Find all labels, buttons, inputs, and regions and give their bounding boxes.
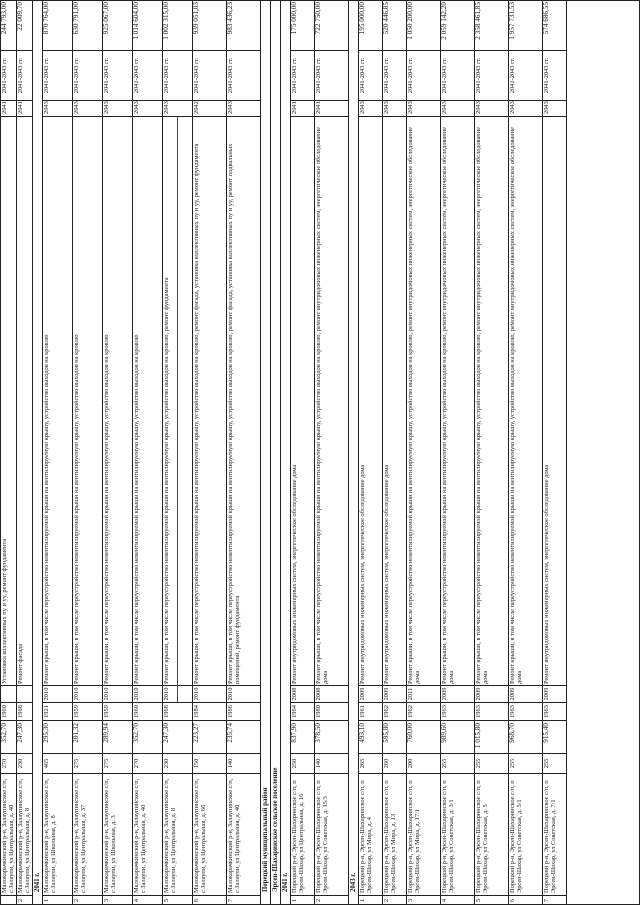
cost-cell: 722 750,00 [314,2,322,35]
work-year: 2010 [72,685,102,702]
period-cell: 2041-2043 гг. [358,50,382,100]
start-year-cell: 2043 [358,100,382,116]
table-row [382,0,407,905]
work-year: 2009 [382,685,406,702]
floor-area-cell: 255 [474,753,508,773]
floor-area-cell: 275 [102,753,132,773]
work-line [314,117,348,702]
work-description: Ремонт крыши, в том числе переустройство невентилируемой крыши на вентилируемую крышу, устройство выходов на кровлю [43,334,50,684]
cost-cell: 2 358 461,85 [474,2,482,40]
start-year-cell: 2041 [16,100,32,116]
period-cell: 2041-2043 гг. [314,50,348,100]
cost-cell: 2 059 142,20 [440,2,448,40]
works-cell [358,116,382,702]
work-line [406,117,440,702]
work-year: 2009 [508,685,542,702]
work-description: Ремонт крыши, в том числе переустройство невентилируемой крыши на вентилируемую крышу, устройство выходов на кровлю [133,334,140,684]
work-line [226,117,260,702]
work-description: Ремонт крыши, в том числе переустройство невентилируемой крыши на вентилируемую крышу, устройство выходов на кровлю, ремонт фасада, установка коллективных пу и уу, ремонт фундамента [193,143,200,684]
table-row [358,0,383,905]
works-cell [226,116,260,702]
table-row [290,0,315,905]
cost-cell: 175 000,00 [290,2,298,35]
address-cell: Малокарачкинский р-н, Залаупинское с/п, с Залаупи, ул Центральная, д. 8 [162,773,192,895]
row-number: 2 [16,895,32,905]
section-heading: Порецкий муниципальный район [262,787,269,892]
work-year [0,685,16,702]
work-line [72,117,102,702]
cost-cell: 983 436,23 [226,2,234,35]
total-area-cell: 378,50 [314,720,348,753]
work-description: Ремонт крыши, в том числе переустройство невентилируемой крыши на вентилируемую крышу, устройство выходов на кровлю, ремонт внутридомовых инженерных систем, энергетическое обследование дома [407,127,422,684]
row-number: 1 [358,895,382,905]
total-area-cell: 989,60 [440,720,474,753]
start-year-cell: 2043 [226,100,260,116]
table-row [72,0,103,905]
table-row [226,0,261,905]
start-year-cell: 2043 [508,100,542,116]
work-line [0,117,16,702]
start-year-cell: 2042 [192,100,226,116]
address-cell: Малокарачкинский р-н, Залаупинское с/п, с Залаупи, ул Центральная, д. 40 [132,773,162,895]
table-row [102,0,133,905]
start-year-cell: 2043 [474,100,508,116]
floor-area-cell: 265 [358,753,382,773]
floor-area-cell: 270 [0,753,16,773]
period-cell: 2041-2043 гг. [382,50,406,100]
row-number: 3 [406,895,440,905]
row-number: 6 [192,895,226,905]
section-heading: 2041 г. [34,872,41,892]
work-description [179,119,192,684]
works-cell [382,116,406,702]
address-cell: Порецкий р-н, Эрсен-Шахаринское с/п, п Эрсен-Шахар, ул Центральная, д. 16 [290,773,314,895]
floor-area-cell: 230 [16,753,32,773]
work-line [440,117,474,702]
build-year-cell: 1961 [358,702,382,720]
build-year-cell: 1959 [72,702,102,720]
start-year-cell: 2043 [440,100,474,116]
total-area-cell: 760,00 [406,720,440,753]
section-heading: Эрсен-Шахаринское сельское поселение [272,767,279,892]
work-line [42,117,72,702]
works-cell [16,116,32,702]
period-cell: 2041-2043 гг. [474,50,508,100]
cost-cell: 195 000,00 [358,2,366,35]
period-cell: 2041-2043 гг. [226,50,260,100]
works-cell [72,116,102,702]
work-year: 2010 [162,685,177,702]
work-line [382,117,406,702]
build-year-cell: 1963 [440,702,474,720]
work-description: Ремонт крыши, в том числе переустройство невентилируемой крыши на вентилируемую крышу, устройство выходов на кровлю, ремонт фасада, установка коллективных пу и уу, ремонт подвальных помещений, ремонт фундамента [227,143,242,684]
floor-area-cell: 465 [42,753,72,773]
total-area-cell: 289,94 [102,720,132,753]
start-year-cell: 2043 [382,100,406,116]
floor-area-cell: 250 [290,753,314,773]
works-cell [162,116,192,702]
address-cell: Малокарачкинский р-н, Залаупинское с/п, с Залаупи, ул Центральная, д. 8 [16,773,32,895]
row-number: 5 [162,895,192,905]
floor-area-cell: 270 [132,753,162,773]
floor-area-cell: 150 [192,753,226,773]
floor-area-cell: 200 [406,753,440,773]
build-year-cell: 1986 [226,702,260,720]
work-line [177,117,192,702]
work-year: 2008 [314,685,348,702]
works-cell [0,116,16,702]
start-year-cell: 2041 [314,100,348,116]
cost-cell: 870 764,00 [42,2,50,35]
address-cell: Порецкий р-н, Эрсен-Шахаринское с/п, п Эрсен-Шахар, ул Советская, д. 7/1 [542,773,566,895]
start-year-cell: 2043 [132,100,162,116]
build-year-cell: 1984 [192,702,226,720]
table-row [406,0,441,905]
work-line [508,117,542,702]
start-year-cell: 2041 [0,100,16,116]
work-year: 2009 [440,685,474,702]
build-year-cell: 1962 [382,702,406,720]
work-description: Ремонт крыши, в том числе переустройство невентилируемой крыши на вентилируемую крышу, устройство выходов на кровлю, ремонт внутридомовых инженерных систем, энергетическое обследование дома [441,127,456,684]
work-year: 2010 [192,685,226,702]
total-area-cell: 223,27 [192,720,226,753]
table-row [162,0,193,905]
work-description: Ремонт крыши, в том числе переустройство невентилируемой крыши на вентилируемую крышу, устройство выходов на кровлю, ремонт внутридомовых инженерных систем, энергетическое обследование дома [315,127,330,684]
floor-area-cell: 230 [162,753,192,773]
works-cell [314,116,348,702]
period-cell: 2041-2043 гг. [42,50,72,100]
work-year: 2009 [474,685,508,702]
works-cell [440,116,474,702]
start-year-cell: 2043 [42,100,72,116]
total-area-cell: 837,90 [290,720,314,753]
table-row [314,0,349,905]
works-cell [102,116,132,702]
work-line [474,117,508,702]
build-year-cell: 1964 [290,702,314,720]
total-area-cell: 295,30 [42,720,72,753]
total-area-cell: 1 015,80 [474,720,508,753]
build-year-cell: 1962 [406,702,440,720]
cost-cell: 1 957 731,53 [508,2,516,40]
table-row [0,0,17,905]
table-row [542,0,567,905]
work-description: Ремонт внутридомовых инженерных систем, энергетическое обследование дома [359,464,366,684]
cost-cell: 939 051,03 [192,2,200,35]
row-number: 7 [226,895,260,905]
work-line [132,117,162,702]
work-description: Установка коллективных пу и уу, ремонт фундамента [1,538,8,684]
total-area-cell: 352,70 [132,720,162,753]
address-cell: Порецкий р-н, Эрсен-Шахаринское с/п, п Эрсен-Шахар, ул Советская, д. 5/1 [508,773,542,895]
cost-cell: 1 002 315,00 [162,2,170,40]
works-cell [542,116,566,702]
work-year: 2009 [358,685,382,702]
work-description: Ремонт фасада [17,643,24,684]
row-number: 3 [102,895,132,905]
section-number-cell [348,895,358,905]
period-cell: 2041-2043 гг. [102,50,132,100]
build-year-cell: 1968 [16,702,32,720]
work-year: 2011 [406,685,440,702]
build-year-cell: 1968 [162,702,192,720]
total-area-cell: 595,80 [382,720,406,753]
period-cell: 2041-2043 гг. [440,50,474,100]
work-description: Ремонт крыши, в том числе переустройство невентилируемой крыши на вентилируемую крышу, устройство выходов на кровлю, ремонт внутридомовых инженерных систем, энергетическое обследование дома [475,127,490,684]
total-area-cell: 247,30 [16,720,32,753]
floor-area-cell: 255 [508,753,542,773]
total-area-cell: 915,40 [542,720,566,753]
start-year-cell: 2043 [406,100,440,116]
total-area-cell: 352,70 [0,720,16,753]
period-cell: 2041-2043 гг. [542,50,566,100]
period-cell: 2041-2043 гг. [0,50,16,100]
section-heading: 2041 г. [282,872,289,892]
work-line [102,117,132,702]
address-cell: Порецкий р-н, Эрсен-Шахаринское с/п, п Эрсен-Шахар, ул Советская, д. 3/1 [440,773,474,895]
cost-cell: 244 793,00 [0,2,8,35]
row-number: 6 [508,895,542,905]
work-year: 2010 [42,685,72,702]
row-number: 4 [440,895,474,905]
section-number-cell [260,895,270,905]
total-area-cell: 247,30 [162,720,192,753]
build-year-cell: 1960 [132,702,162,720]
work-line [16,117,32,702]
address-cell: Порецкий р-н, Эрсен-Шахаринское с/п, п Эрсен-Шахар, ул Мира, д. 17/1 [406,773,440,895]
address-cell: Малокарачкинский р-н, Залаупинское с/п, с Залаупи, ул Центральная, д. 40 [226,773,260,895]
address-cell: Порецкий р-н, Эрсен-Шахаринское с/п, п Эрсен-Шахар, ул Советская, д. 5 [474,773,508,895]
row-number: 1 [42,895,72,905]
section-heading: 2043 г. [350,872,357,892]
work-year: 2010 [132,685,162,702]
start-year-cell: 2043 [72,100,102,116]
works-cell [132,116,162,702]
build-year-cell: 1963 [508,702,542,720]
table-row [508,0,543,905]
row-number: 4 [132,895,162,905]
address-cell: Малокарачкинский р-н, Залаупинское с/п, с Залаупи, ул Школьная, д. 8 [42,773,72,895]
work-line [358,117,382,702]
build-year-cell: 1921 [42,702,72,720]
period-cell: 2041-2043 гг. [290,50,314,100]
work-year [178,685,192,702]
table-row [474,0,509,905]
row-number: 5 [474,895,508,905]
period-cell: 2041-2043 гг. [16,50,32,100]
floor-area-cell: 140 [314,753,348,773]
address-cell: Порецкий р-н, Эрсен-Шахаринское с/п, п Эрсен-Шахар, ул Советская, д. 15/3 [314,773,348,895]
work-line [542,117,566,702]
table-row [16,0,33,905]
address-cell: Малокарачкинский р-н, Залаупинское с/п, с Залаупи, ул Центральная, д. 66 [192,773,226,895]
work-year: 2008 [290,685,314,702]
floor-area-cell: 140 [226,753,260,773]
work-line [290,117,314,702]
floor-area-cell: 260 [382,753,406,773]
work-line [162,117,177,702]
work-year [16,685,32,702]
cost-cell: 22 009,70 [16,2,24,31]
address-cell: Порецкий р-н, Эрсен-Шахаринское с/п, п Эрсен-Шахар, ул Мира, д. 4 [358,773,382,895]
section-number-cell [32,895,42,905]
row-number: 7 [542,895,566,905]
build-year-cell: 1960 [0,702,16,720]
total-area-cell: 968,70 [508,720,542,753]
cost-cell: 630 791,00 [72,2,80,35]
work-year: 2010 [102,685,132,702]
period-cell: 2041-2043 гг. [162,50,192,100]
period-cell: 2041-2043 гг. [72,50,102,100]
works-cell [474,116,508,702]
section-number-cell [270,895,280,905]
floor-area-cell: 255 [440,753,474,773]
work-line [192,117,226,702]
row-number: 1 [290,895,314,905]
work-description: Ремонт внутридомовых инженерных систем, энергетическое обследование дома [383,464,390,684]
period-cell: 2041-2043 гг. [406,50,440,100]
start-year-cell: 2043 [102,100,132,116]
address-cell: Порецкий р-н, Эрсен-Шахаринское с/п, п Эрсен-Шахар, ул Мира, д. 13 [382,773,406,895]
floor-area-cell: 255 [542,753,566,773]
works-cell [192,116,226,702]
works-cell [42,116,72,702]
build-year-cell: 1980 [314,702,348,720]
cost-cell: 925 067,00 [102,2,110,35]
works-cell [290,116,314,702]
works-cell [406,116,440,702]
build-year-cell: 1963 [542,702,566,720]
table-row [42,0,73,905]
period-cell: 2041-2043 гг. [192,50,226,100]
start-year-cell: 2041 [290,100,314,116]
total-area-cell: 201,32 [72,720,102,753]
start-year-cell: 2043 [542,100,566,116]
period-cell: 2041-2043 гг. [508,50,542,100]
work-year: 2010 [226,685,260,702]
work-year: 2009 [542,685,566,702]
work-description: Ремонт крыши, в том числе переустройство невентилируемой крыши на вентилируемую крышу, устройство выходов на кровлю, ремонт внутридомовых инженерных систем, энергетическое обследование дома [509,127,524,684]
work-description: Ремонт крыши, в том числе переустройство невентилируемой крыши на вентилируемую крышу, устройство выходов на кровлю [73,334,80,684]
cost-cell: 520 446,85 [382,2,390,35]
address-cell: Малокарачкинский р-н, Залаупинское с/п, с Залаупи, ул Школьная, д. 3 [102,773,132,895]
address-cell: Малокарачкинский р-н, Залаупинское с/п, с Залаупи, ул Центральная, д. 37 [72,773,102,895]
row-number: 2 [314,895,348,905]
work-description: Ремонт внутридомовых инженерных систем, энергетическое обследование дома [291,464,298,684]
table-row [132,0,163,905]
cost-cell: 574 686,55 [542,2,550,35]
total-area-cell: 235,74 [226,720,260,753]
cost-cell: 1 050 200,00 [406,2,414,40]
build-year-cell: 1959 [102,702,132,720]
works-cell [508,116,542,702]
row-number: 2 [382,895,406,905]
work-description: Ремонт крыши, в том числе переустройство невентилируемой крыши на вентилируемую крышу, устройство выходов на кровлю, ремонт фундамента [163,277,170,684]
work-description: Ремонт крыши, в том числе переустройство невентилируемой крыши на вентилируемую крышу, устройство выходов на кровлю [103,334,110,684]
build-year-cell: 1963 [474,702,508,720]
cost-cell: 1 014 604,00 [132,2,140,40]
start-year-cell: 2043 [162,100,192,116]
section-number-cell [280,895,290,905]
total-area-cell: 493,10 [358,720,382,753]
row-number: 2 [72,895,102,905]
table-row [192,0,227,905]
floor-area-cell: 275 [72,753,102,773]
period-cell: 2041-2043 гг. [132,50,162,100]
table-row [440,0,475,905]
row-number [0,895,16,905]
address-cell: Малокарачкинский р-н, Залаупинское с/п, с Залаупи, ул Центральная, д. 40 [0,773,16,895]
work-description: Ремонт внутридомовых инженерных систем, энергетическое обследование дома [543,464,550,684]
